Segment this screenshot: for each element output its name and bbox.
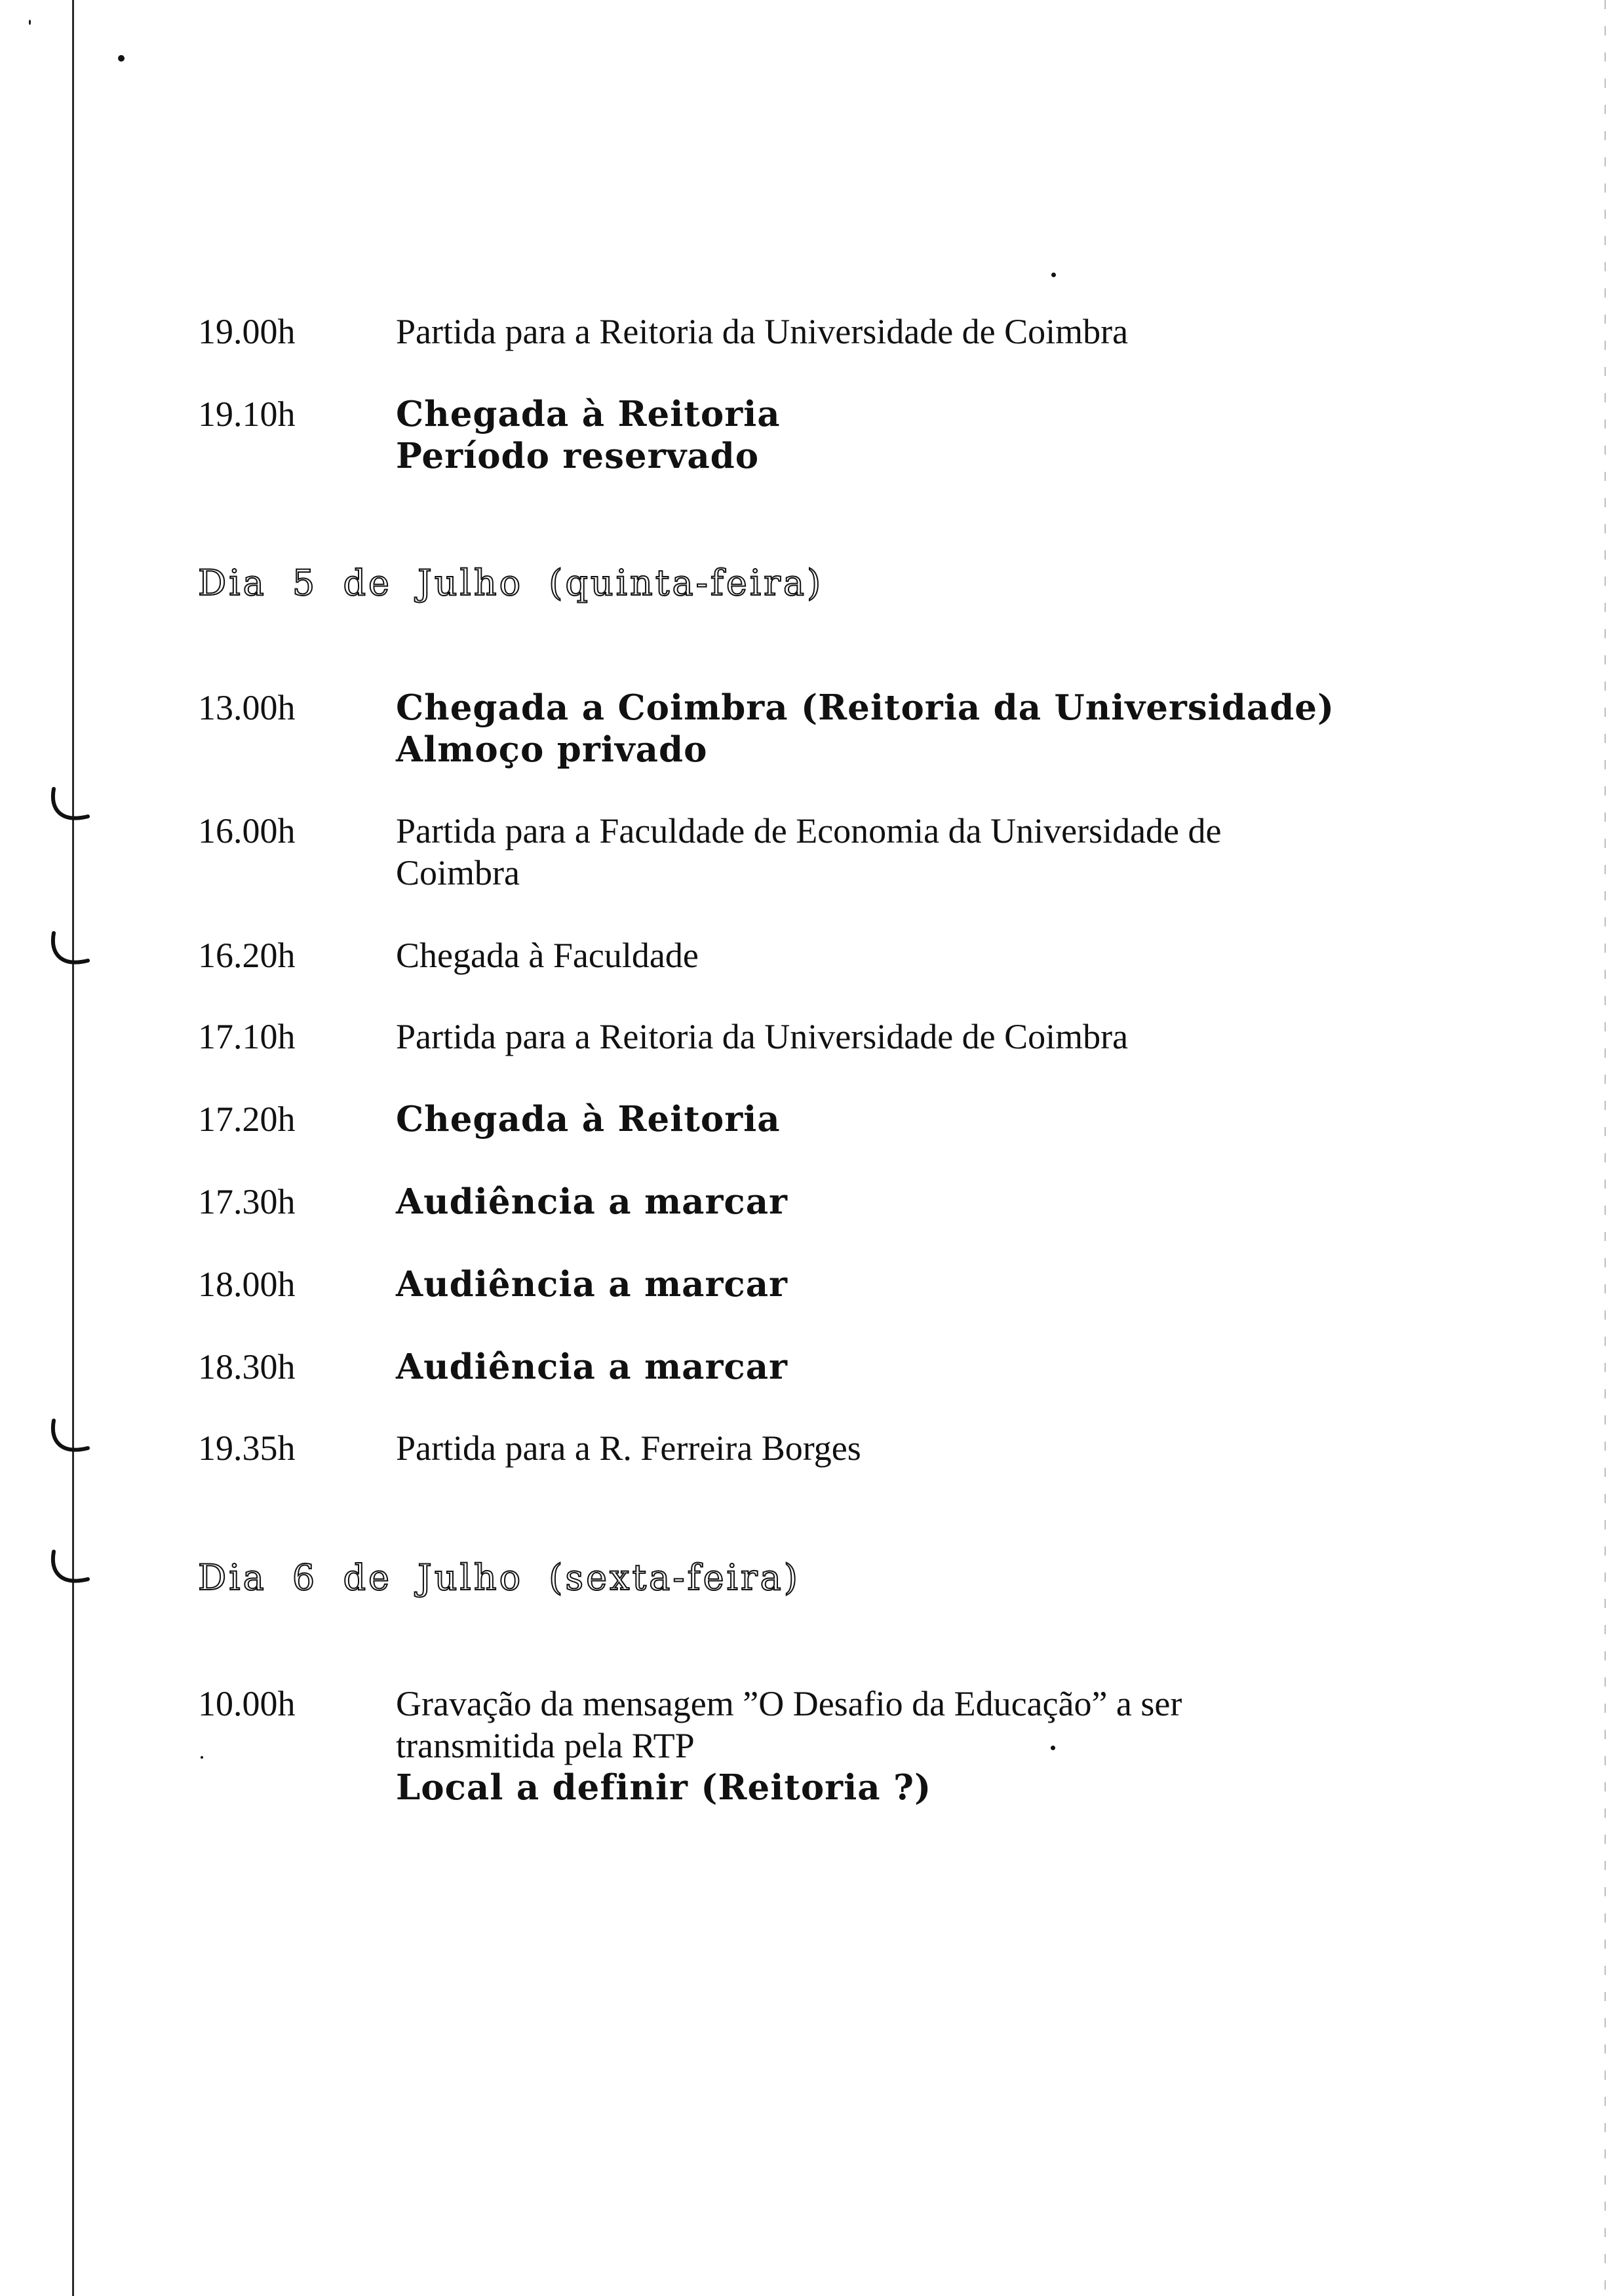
entry-line: Coimbra: [396, 853, 520, 892]
entry-time: 13.00h: [198, 688, 296, 727]
scan-edge: [1605, 0, 1606, 2296]
entry-time: 10.00h: [198, 1684, 296, 1723]
entry-line: Partida para a Reitoria da Universidade de Coimbra: [396, 312, 1129, 351]
entry-description: [396, 393, 1340, 477]
entry-time: 17.10h: [198, 1017, 296, 1056]
entry-line: Audiência a marcar: [396, 1347, 788, 1387]
entry-time: 19.10h: [198, 394, 296, 434]
scan-speck: [201, 1756, 203, 1759]
entry-line: Chegada à Reitoria: [396, 1099, 781, 1139]
day-heading: Dia 5 de Julho (quinta-feira): [198, 562, 824, 603]
entry-line: Gravação da mensagem ”O Desafio da Educação” a ser: [396, 1684, 1182, 1723]
entry-line: Chegada à Faculdade: [396, 936, 699, 975]
entry-line: Audiência a marcar: [396, 1264, 788, 1305]
entry-description: [396, 311, 1340, 353]
entry-description: [396, 1016, 1340, 1058]
entry-line: Chegada à Reitoria: [396, 394, 781, 434]
entry-description: [396, 687, 1340, 771]
day-heading: Dia 6 de Julho (sexta-feira): [198, 1557, 800, 1598]
entry-time: 19.00h: [198, 312, 296, 351]
entry-line: Chegada a Coimbra (Reitoria da Universidade): [396, 687, 1335, 728]
entry-line: Partida para a R. Ferreira Borges: [396, 1428, 861, 1468]
entry-description: [396, 1427, 1340, 1469]
entry-description: [396, 1098, 1340, 1140]
entry-description: [396, 1346, 1340, 1388]
punch-hole-mark: [49, 1546, 94, 1592]
entry-time: 16.20h: [198, 936, 296, 975]
entry-description: [396, 1181, 1340, 1223]
entry-description: [396, 810, 1340, 894]
scan-speck: [118, 55, 125, 62]
scan-speck: [29, 20, 31, 25]
entry-description: [396, 934, 1340, 976]
entry-time: 18.30h: [198, 1347, 296, 1387]
entry-time: 17.20h: [198, 1100, 296, 1139]
entry-description: [396, 1683, 1340, 1808]
scan-speck: [1051, 273, 1056, 277]
entry-time: 16.00h: [198, 811, 296, 851]
entry-line: Almoço privado: [396, 729, 708, 770]
punch-hole-mark: [49, 784, 94, 830]
entry-description: [396, 1263, 1340, 1305]
entry-time: 17.30h: [198, 1182, 296, 1221]
entry-line: transmitida pela RTP: [396, 1726, 695, 1765]
entry-time: 19.35h: [198, 1428, 296, 1468]
punch-hole-mark: [49, 928, 94, 974]
entry-time: 18.00h: [198, 1265, 296, 1304]
punch-hole-mark: [49, 1415, 94, 1461]
entry-line: Local a definir (Reitoria ?): [396, 1767, 932, 1808]
entry-line: Audiência a marcar: [396, 1181, 788, 1222]
entry-line: Partida para a Reitoria da Universidade de Coimbra: [396, 1017, 1129, 1056]
entry-line: Período reservado: [396, 436, 760, 476]
binder-line: [72, 0, 74, 2296]
entry-line: Partida para a Faculdade de Economia da Universidade de: [396, 811, 1222, 851]
